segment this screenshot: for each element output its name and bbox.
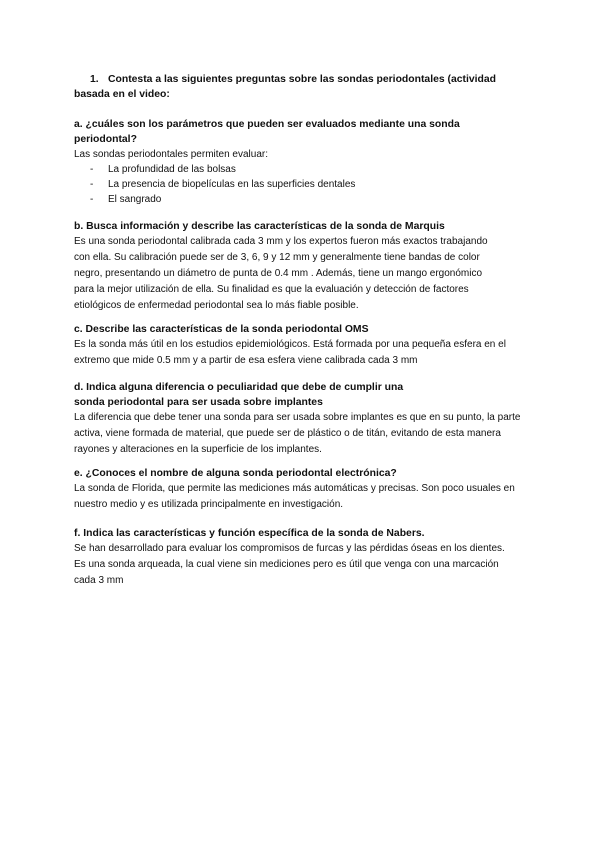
question-d-answer: La diferencia que debe tener una sonda para ser usada sobre implantes es que en su punto, la parte activa, viene formada de material, que puede ser de plástico o de titán, evitando de esta manera rayones y alteraciones en la superficie de los implantes. xyxy=(74,412,521,455)
intro-heading xyxy=(74,72,534,102)
question-f-answer: Se han desarrollado para evaluar los compromisos de furcas y las pérdidas óseas en los dientes. Es una sonda arqueada, la cual viene sin mediciones pero es útil que venga con una marcación cada 3 mm xyxy=(74,543,505,586)
question-b-answer: Es una sonda periodontal calibrada cada 3 mm y los expertos fueron más exactos trabajando con ella. Su calibración puede ser de 3, 6, 9 y 12 mm y generalmente tiene bandas de color negro, presentando un diámetro de punta de 0.4 mm . Además, tiene un mango ergonómico para la mejor utilización de ella. Su finalidad es que la evaluación y detección de factores etiológicos de enfermedad periodontal sea lo más fiable posible. xyxy=(74,236,488,311)
question-a xyxy=(74,117,464,207)
question-d-title: d. Indica alguna diferencia o peculiaridad que debe de cumplir una sonda periodontal para ser usada sobre implantes xyxy=(74,382,404,408)
question-a-list xyxy=(74,162,464,207)
question-b-title: b. Busca información y describe las características de la sonda de Marquis xyxy=(74,221,445,232)
question-c-title: c. Describe las características de la sonda periodontal OMS xyxy=(74,324,369,335)
question-b xyxy=(74,219,504,314)
question-a-title: a. ¿cuáles son los parámetros que pueden ser evaluados mediante una sonda periodontal? xyxy=(74,119,460,145)
question-e-title: e. ¿Conoces el nombre de alguna sonda periodontal electrónica? xyxy=(74,468,397,479)
question-d xyxy=(74,380,534,458)
question-c-answer: Es la sonda más útil en los estudios epidemiológicos. Está formada por una pequeña esfera en el extremo que mide 0.5 mm y a partir de esa esfera viene calibrada cada 3 mm xyxy=(74,339,506,366)
question-f xyxy=(74,526,519,589)
question-e xyxy=(74,466,534,513)
question-e-answer: La sonda de Florida, que permite las mediciones más automáticas y precisas. Son poco usuales en nuestro medio y es utilizada principalmente en investigación. xyxy=(74,483,515,510)
list-item: - El sangrado xyxy=(90,194,162,205)
intro-number: 1. xyxy=(90,74,99,85)
list-item: - La presencia de biopelículas en las superficies dentales xyxy=(90,179,356,190)
question-f-title: f. Indica las características y función específica de la sonda de Nabers. xyxy=(74,528,425,539)
question-c xyxy=(74,322,534,369)
question-a-answer: Las sondas periodontales permiten evaluar: xyxy=(74,149,269,160)
list-item: - La profundidad de las bolsas xyxy=(90,164,236,175)
intro-text: Contesta a las siguientes preguntas sobre las sondas periodontales (actividad basada en el video: xyxy=(74,74,497,100)
